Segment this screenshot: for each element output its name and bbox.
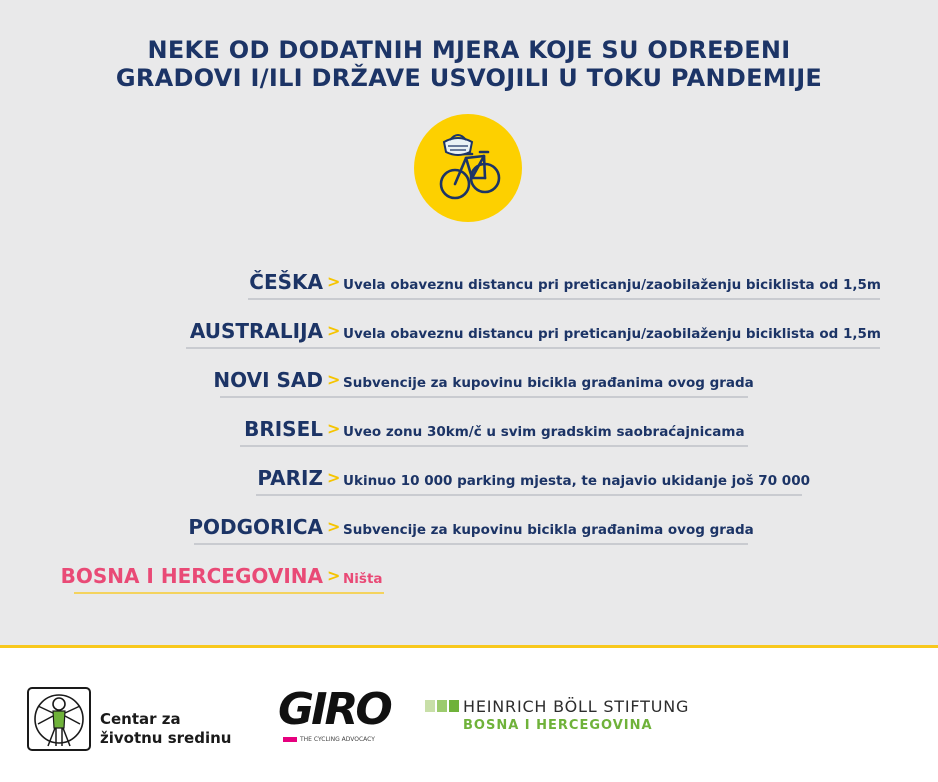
measure-row <box>0 315 938 349</box>
row-underline <box>74 592 384 594</box>
measure-place: BOSNA I HERCEGOVINA <box>60 564 323 588</box>
giro-tagline-text: THE CYCLING ADVOCACY <box>300 736 375 743</box>
measure-place: PODGORICA <box>188 515 323 539</box>
title-line-1: NEKE OD DODATNIH MJERA KOJE SU ODREĐENI <box>147 36 791 64</box>
giro-tagline <box>283 736 375 744</box>
row-underline <box>194 543 748 545</box>
measure-description: Subvencije za kupovinu bicikla građanima ovog grada <box>343 375 754 391</box>
hbs-name: HEINRICH BÖLL STIFTUNG <box>463 697 690 716</box>
bicycle-icon <box>414 114 522 222</box>
arrow-icon: > <box>327 468 341 487</box>
hbs-logo-mark <box>425 700 459 712</box>
czs-line-1: Centar za <box>100 710 181 728</box>
arrow-icon: > <box>327 419 341 438</box>
czs-logo <box>26 686 92 752</box>
measure-place: BRISEL <box>244 417 323 441</box>
measure-row <box>0 266 938 300</box>
arrow-icon: > <box>327 321 341 340</box>
row-underline <box>240 445 748 447</box>
measure-description: Uvela obaveznu distancu pri preticanju/zaobilaženju biciklista od 1,5m <box>343 277 881 293</box>
measure-row <box>0 462 938 496</box>
arrow-icon: > <box>327 272 341 291</box>
bicycle-badge <box>414 114 522 222</box>
measure-description: Ništa <box>343 571 383 587</box>
row-underline <box>220 396 748 398</box>
measure-row <box>0 364 938 398</box>
hbs-subtitle: BOSNA I HERCEGOVINA <box>463 718 653 733</box>
footer <box>0 648 938 782</box>
measure-row <box>0 511 938 545</box>
measure-place: ČEŠKA <box>249 270 323 294</box>
measure-description: Subvencije za kupovinu bicikla građanima ovog grada <box>343 522 754 538</box>
row-underline <box>186 347 880 349</box>
title-line-2: GRADOVI I/ILI DRŽAVE USVOJILI U TOKU PANDEMIJE <box>115 64 823 92</box>
measure-row <box>0 560 938 594</box>
measure-row <box>0 413 938 447</box>
row-underline <box>248 298 880 300</box>
giro-logo: GIRO <box>278 684 390 735</box>
measure-description: Ukinuo 10 000 parking mjesta, te najavio ukidanje još 70 000 <box>343 473 810 489</box>
measure-description: Uvela obaveznu distancu pri preticanju/zaobilaženju biciklista od 1,5m <box>343 326 881 342</box>
measure-place: NOVI SAD <box>213 368 323 392</box>
arrow-icon: > <box>327 566 341 585</box>
czs-name <box>100 710 231 748</box>
arrow-icon: > <box>327 517 341 536</box>
measure-description: Uveo zonu 30km/č u svim gradskim saobraćajnicama <box>343 424 745 440</box>
czs-line-2: životnu sredinu <box>100 729 232 747</box>
measure-place: AUSTRALIJA <box>189 319 323 343</box>
arrow-icon: > <box>327 370 341 389</box>
row-underline <box>256 494 802 496</box>
measure-place: PARIZ <box>257 466 323 490</box>
